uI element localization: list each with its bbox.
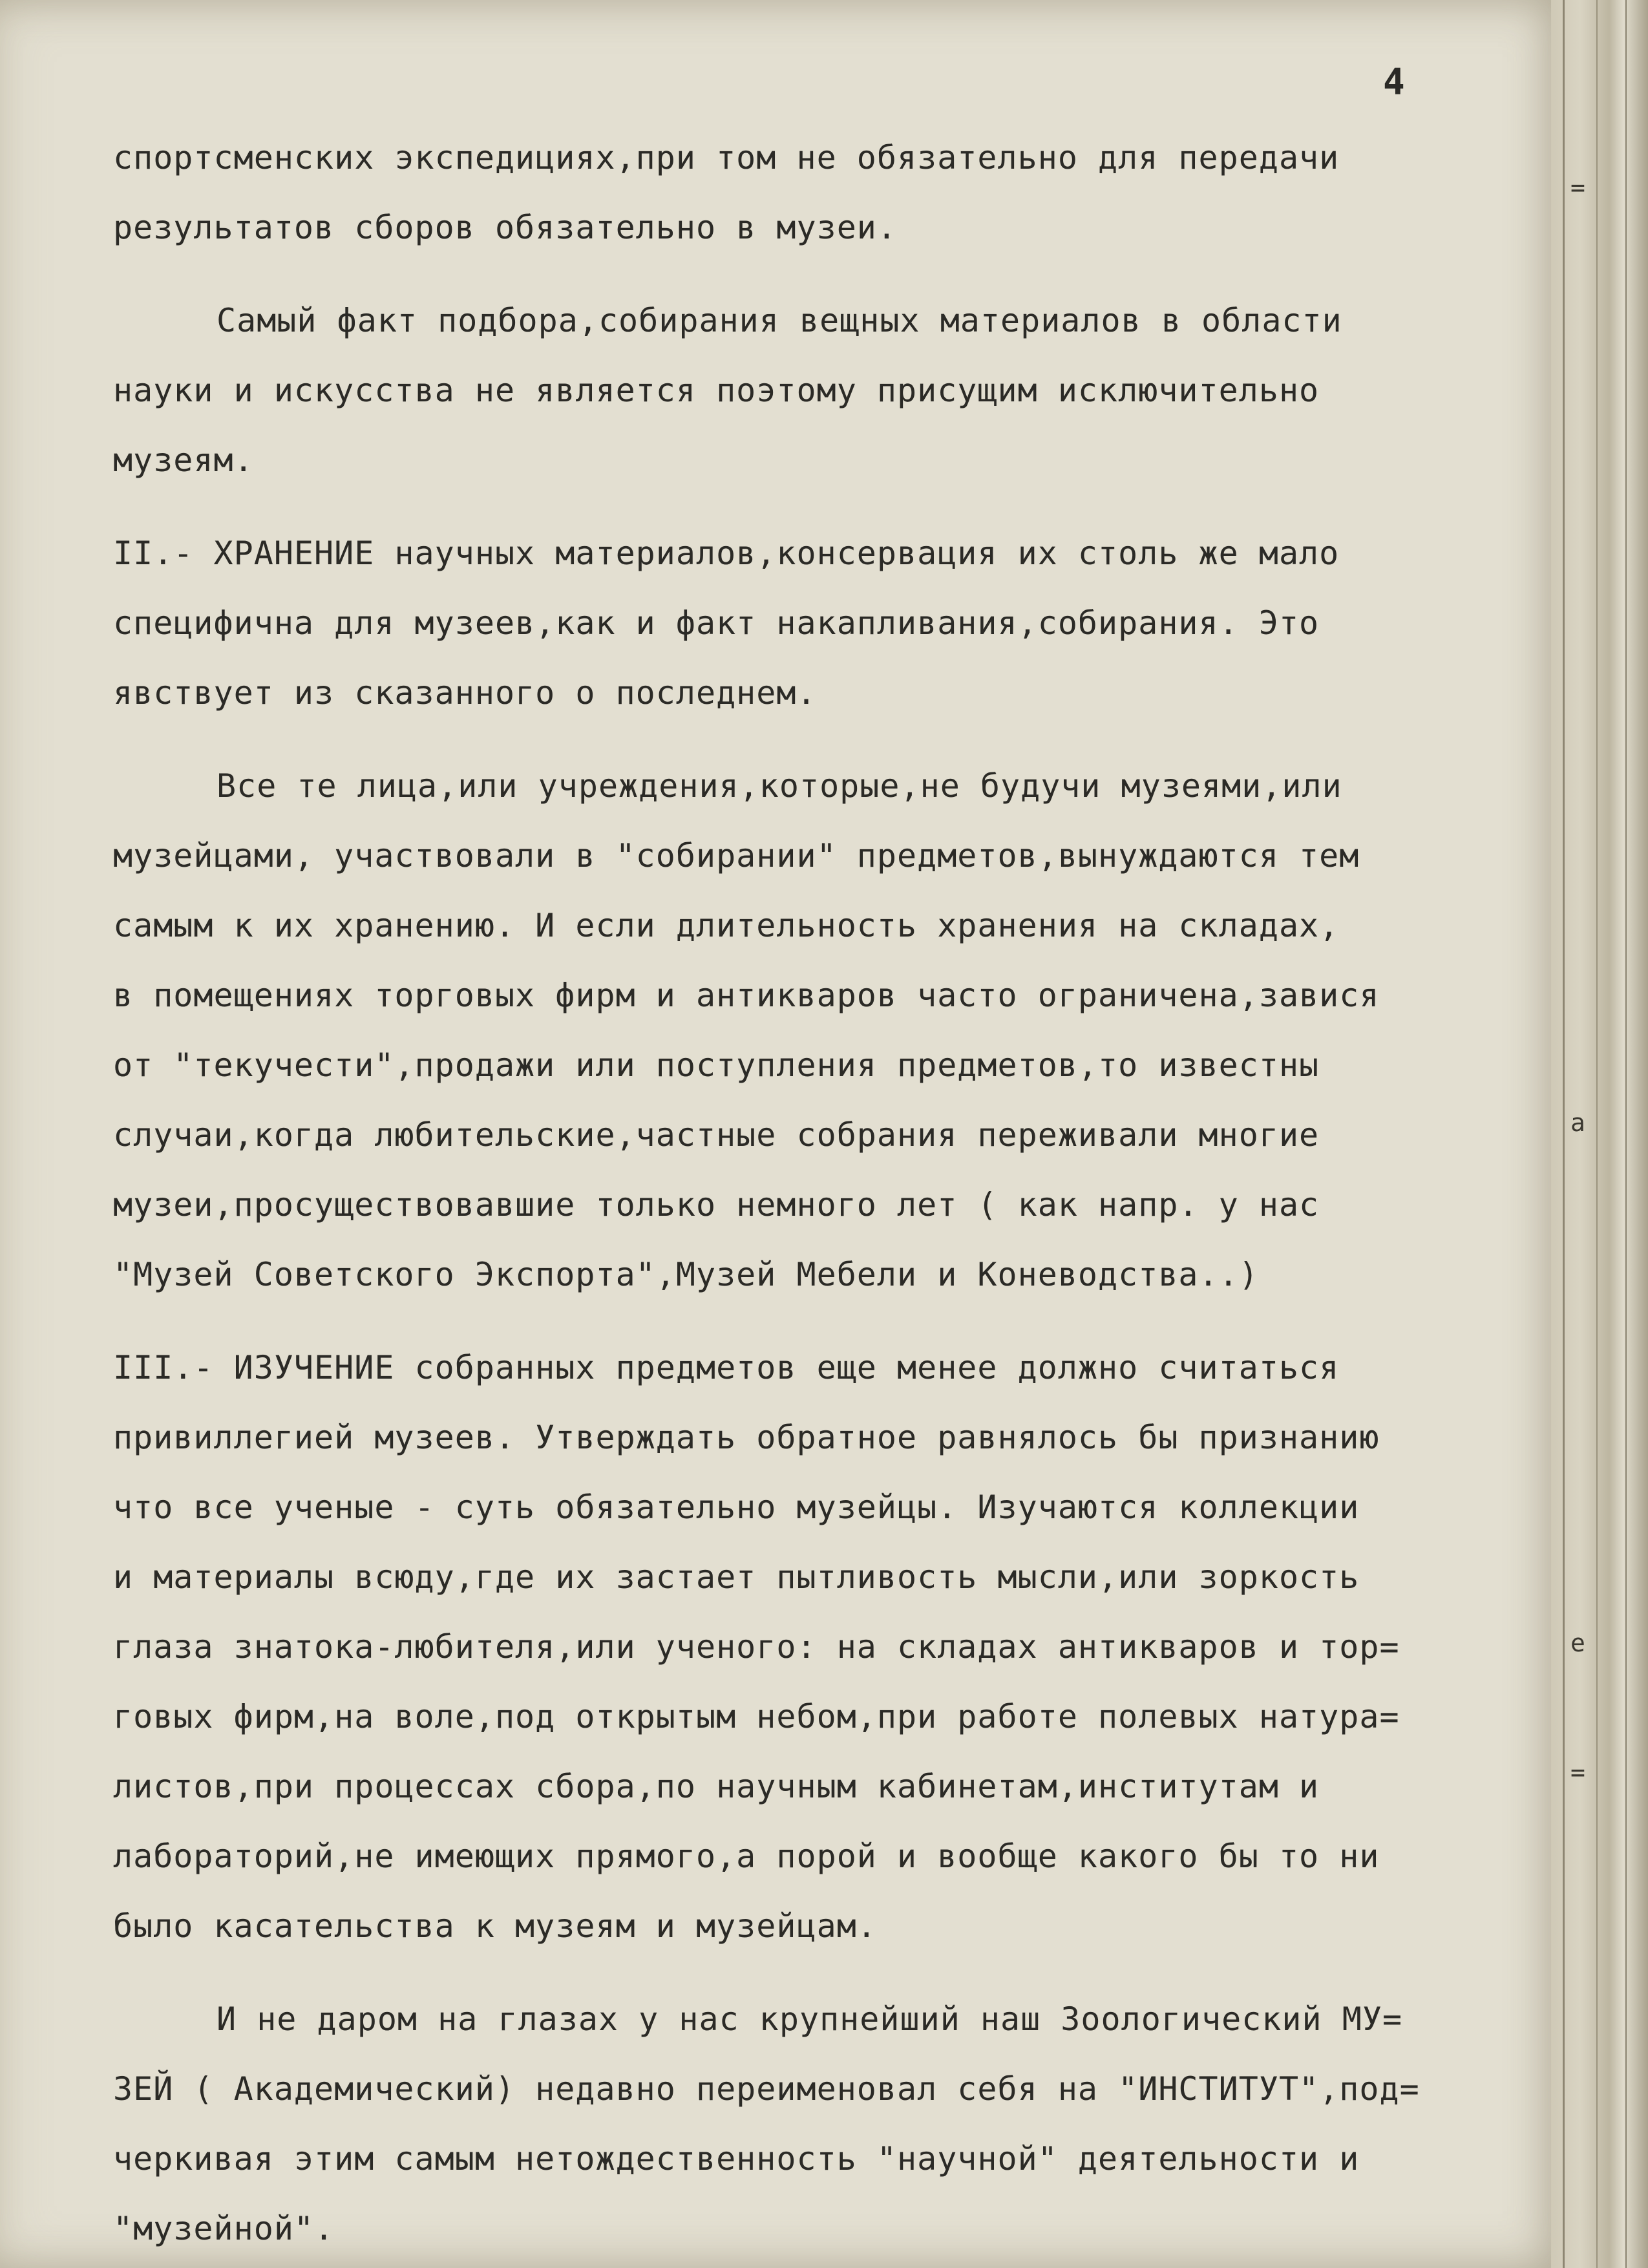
text-line: II.- ХРАНЕНИЕ научных материалов,консервация их столь же мало xyxy=(113,535,1340,572)
text-line: в помещениях торговых фирм и антикваров часто ограничена,завися xyxy=(113,977,1380,1014)
text-line: "музейной". xyxy=(113,2210,335,2247)
text-line: ЗЕЙ ( Академический) недавно переименовал себя на "ИНСТИТУТ",под= xyxy=(113,2070,1420,2108)
text-line: результатов сборов обязательно в музеи. xyxy=(113,209,897,246)
underlying-pages-edge xyxy=(1551,0,1648,2268)
text-line: явствует из сказанного о последнем. xyxy=(113,674,817,712)
text-line: музеи,просуществовавшие только немного лет ( как напр. у нас xyxy=(113,1186,1320,1224)
edge-mark: = xyxy=(1570,173,1585,202)
text-line: науки и искусства не является поэтому присущим исключительно xyxy=(113,372,1320,409)
text-line: случаи,когда любительские,частные собрания переживали многие xyxy=(113,1116,1320,1154)
page-edge-line xyxy=(1596,0,1598,2268)
text-line: листов,при процессах сбора,по научным кабинетам,институтам и xyxy=(113,1768,1320,1805)
edge-mark: = xyxy=(1570,1758,1585,1786)
paragraph xyxy=(113,1333,1535,1961)
page-number: 4 xyxy=(1383,61,1405,103)
text-line: Самый факт подбора,собирания вещных материалов в области xyxy=(217,302,1342,339)
text-line: музеям. xyxy=(113,441,254,479)
text-line: III.- ИЗУЧЕНИЕ собранных предметов еще менее должно считаться xyxy=(113,1349,1340,1386)
text-line: черкивая этим самым нетождественность "научной" деятельности и xyxy=(113,2140,1360,2178)
paragraph xyxy=(113,518,1535,728)
typewritten-text xyxy=(113,123,1535,2263)
paragraph xyxy=(113,751,1535,1309)
text-line: говых фирм,на воле,под открытым небом,при работе полевых натура= xyxy=(113,1698,1400,1735)
text-line: самым к их хранению. И если длительность хранения на складах, xyxy=(113,907,1340,944)
edge-mark: е xyxy=(1570,1629,1585,1657)
text-line: и материалы всюду,где их застает пытливость мысли,или зоркость xyxy=(113,1558,1360,1596)
text-line: специфична для музеев,как и факт накапливания,собирания. Это xyxy=(113,604,1320,642)
text-line: "Музей Советского Экспорта",Музей Мебели и Коневодства..) xyxy=(113,1256,1259,1293)
text-line: Все те лица,или учреждения,которые,не будучи музеями,или xyxy=(217,767,1342,805)
edge-mark: а xyxy=(1570,1108,1585,1137)
text-line: что все ученые - суть обязательно музейцы. Изучаются коллекции xyxy=(113,1489,1360,1526)
paragraph xyxy=(113,123,1535,262)
text-line: было касательства к музеям и музейцам. xyxy=(113,1907,877,1945)
paragraph xyxy=(113,1984,1535,2263)
page-edge-line xyxy=(1563,0,1565,2268)
text-line: лабораторий,не имеющих прямого,а порой и вообще какого бы то ни xyxy=(113,1838,1380,1875)
text-line: спортсменских экспедициях,при том не обязательно для передачи xyxy=(113,139,1340,176)
text-line: И не даром на глазах у нас крупнейший наш Зоологический МУ= xyxy=(217,2000,1403,2038)
page-edge-line xyxy=(1625,0,1627,2268)
text-line: глаза знатока-любителя,или ученого: на складах антикваров и тор= xyxy=(113,1628,1400,1666)
paragraph xyxy=(113,286,1535,495)
text-line: привиллегией музеев. Утверждать обратное равнялось бы признанию xyxy=(113,1419,1380,1456)
text-line: музейцами, участвовали в "собирании" предметов,вынуждаются тем xyxy=(113,837,1360,874)
text-line: от "текучести",продажи или поступления предметов,то известны xyxy=(113,1046,1320,1084)
